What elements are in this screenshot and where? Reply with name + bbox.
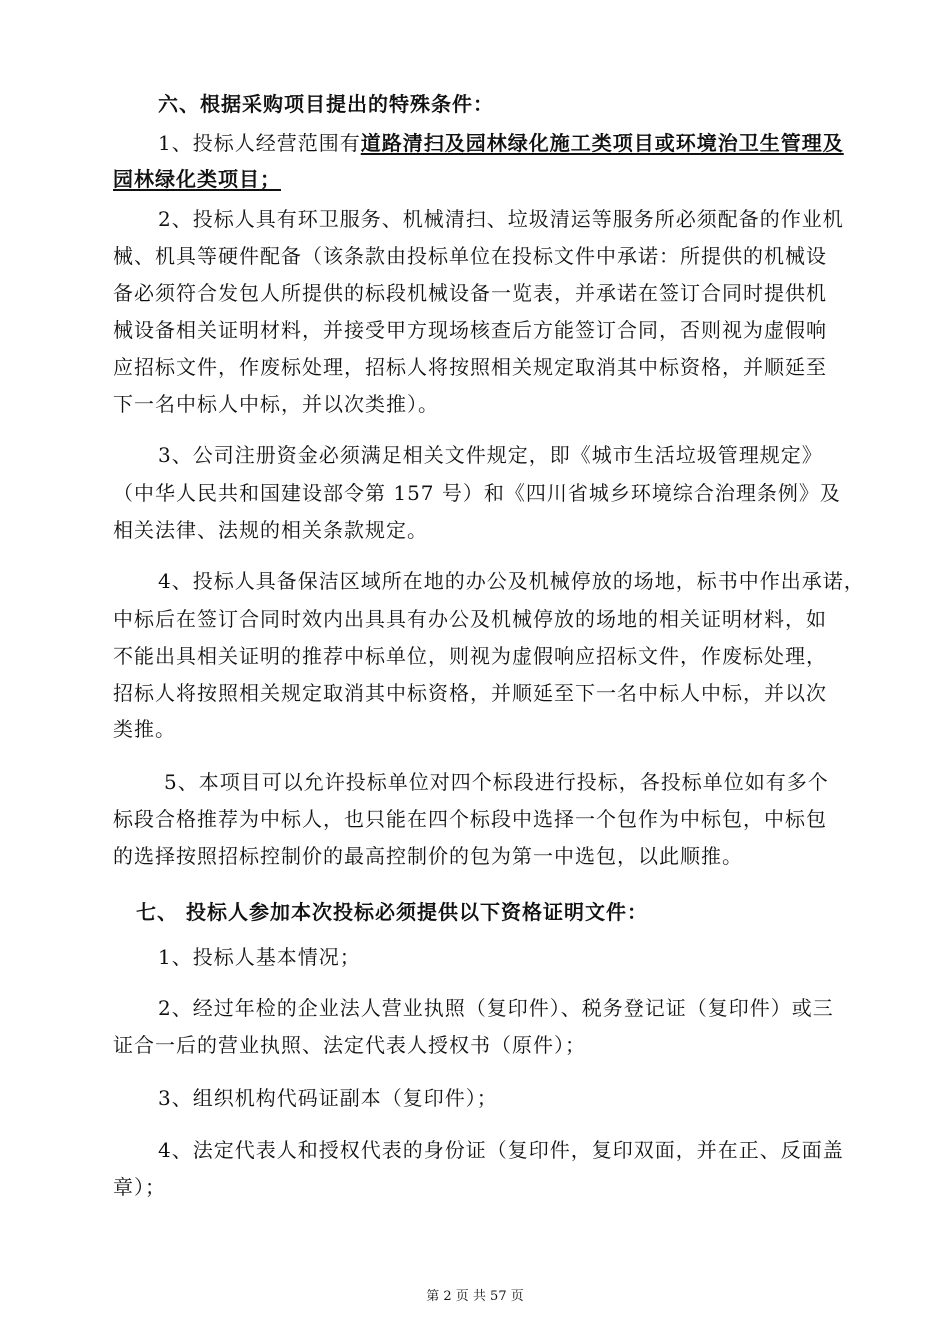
section-6-item-2-line-5: 应招标文件，作废标处理，招标人将按照相关规定取消其中标资格，并顺延至 (113, 355, 827, 379)
section-6-item-5-line-3: 的选择按照招标控制价的最高控制价的包为第一中选包，以此顺推。 (113, 844, 743, 868)
section-6-item-4-line-1: 4、投标人具备保洁区域所在地的办公及机械停放的场地，标书中作出承诺， (158, 569, 865, 593)
section-7-item-4-line-2: 章）； (113, 1175, 166, 1199)
section-6-item-1-line-1 (158, 130, 844, 156)
item-1-emphasis-1: 道路清扫及园林绿化施工类项目或环境治卫生管理及 (360, 131, 844, 155)
page-number-footer: 第 2 页 共 57 页 (426, 1289, 524, 1304)
section-6-item-3-line-3: 相关法律、法规的相关条款规定。 (113, 518, 428, 542)
section-6-item-2-line-3: 备必须符合发包人所提供的标段机械设备一览表，并承诺在签订合同时提供机 (113, 281, 827, 305)
section-6-item-3-line-1: 3、公司注册资金必须满足相关文件规定，即《城市生活垃圾管理规定》 (158, 443, 823, 467)
section-6-item-4-line-4: 招标人将按照相关规定取消其中标资格，并顺延至下一名中标人中标，并以次 (113, 681, 827, 705)
section-7-item-2-line-1: 2、经过年检的企业法人营业执照（复印件）、税务登记证（复印件）或三 (158, 996, 834, 1020)
section-6-item-4-line-3: 不能出具相关证明的推荐中标单位，则视为虚假响应招标文件，作废标处理， (113, 644, 827, 668)
section-6-item-2-line-2: 械、机具等硬件配备（该条款由投标单位在投标文件中承诺：所提供的机械设 (113, 244, 827, 268)
section-6-item-2-line-4: 械设备相关证明材料，并接受甲方现场核查后方能签订合同，否则视为虚假响 (113, 318, 827, 342)
section-7-item-3: 3、组织机构代码证副本（复印件）； (158, 1086, 498, 1110)
section-6-item-4-line-5: 类推。 (113, 717, 176, 741)
section-6-heading: 六、根据采购项目提出的特殊条件： (158, 92, 494, 116)
section-7-item-4-line-1: 4、法定代表人和授权代表的身份证（复印件，复印双面，并在正、反面盖 (158, 1138, 844, 1162)
section-6-item-5-line-1: 5、本项目可以允许投标单位对四个标段进行投标，各投标单位如有多个 (164, 770, 829, 794)
section-6-item-2-line-6: 下一名中标人中标，并以次类推）。 (113, 392, 439, 416)
section-6-item-4-line-2: 中标后在签订合同时效内出具具有办公及机械停放的场地的相关证明材料，如 (113, 607, 827, 631)
section-6-item-5-line-2: 标段合格推荐为中标人，也只能在四个标段中选择一个包作为中标包，中标包 (113, 807, 827, 831)
section-6-item-2-line-1: 2、投标人具有环卫服务、机械清扫、垃圾清运等服务所必须配备的作业机 (158, 207, 844, 231)
section-6-item-1-line-2: 园林绿化类项目； (113, 167, 281, 191)
section-6-item-3-line-2: （中华人民共和国建设部令第 157 号）和《四川省城乡环境综合治理条例》及 (113, 481, 841, 505)
section-7-item-1: 1、投标人基本情况； (158, 945, 361, 969)
section-7-heading: 七、 投标人参加本次投标必须提供以下资格证明文件： (136, 900, 648, 924)
section-7-item-2-line-2: 证合一后的营业执照、法定代表人授权书（原件）； (113, 1033, 586, 1057)
item-1-prefix: 1、投标人经营范围有 (158, 131, 361, 155)
